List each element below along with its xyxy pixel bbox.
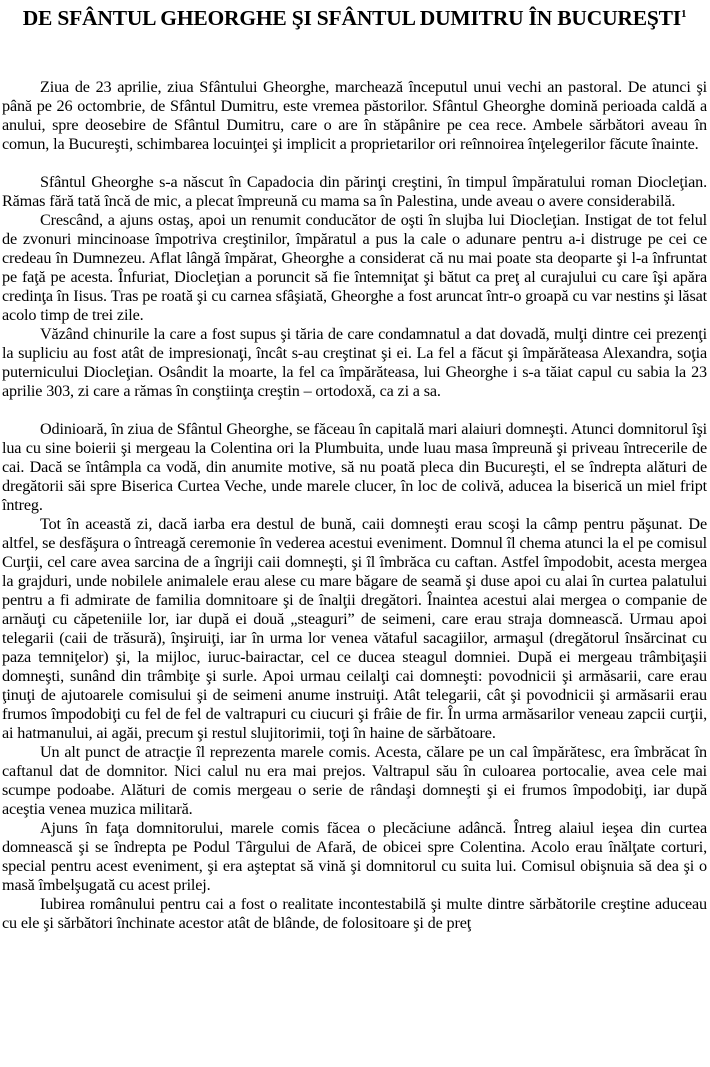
paragraph-saint-birth: Sfântul Gheorghe s-a născut în Capadocia din părinţi creştini, în timpul împăratului roman Diocleţian. Rămas fără tată încă de mic, a plecat împreună cu mama sa în Palestina, unde aveau o avere considerabilă. bbox=[2, 173, 707, 210]
paragraph-princely-processions: Odinioară, în ziua de Sfântul Gheorghe, se făceau în capitală mari alaiuri domneşti. Atunci domnitorul îşi lua cu sine boierii şi mergeau la Colentina ori la Plumbuita, unde luau masa împreună şi priveau întrecerile de cai. Dacă se întâmpla ca vodă, din anumite motive, să nu poată pleca din Bucureşti, el se îndrepta alături de dregătorii săi spre Biserica Curtea Veche, unde marele clucer, în loc de colivă, aducea la biserică un miel fript întreg. bbox=[2, 420, 707, 514]
title-text: DE SFÂNTUL GHEORGHE ŞI SFÂNTUL DUMITRU ÎN BUCUREŞTI bbox=[22, 6, 681, 30]
paragraph-love-of-horses: Iubirea românului pentru cai a fost o realitate incontestabilă şi multe dintre sărbătorile creştine aduceau cu ele şi sărbători închinate acestor atât de blânde, de folositoare şi de preţ bbox=[2, 895, 707, 932]
document-title bbox=[2, 6, 707, 30]
paragraph-pastoral-year: Ziua de 23 aprilie, ziua Sfântului Gheorghe, marchează începutul unui vechi an pastoral. De atunci şi până pe 26 octombrie, de Sfântul Dumitru, este vremea păstorilor. Sfântul Gheorghe domină perioada caldă a anului, spre deosebire de Sfântul Dumitru, care o are în stăpânire pe cea rece. Ambele sărbători aveau în comun, la Bucureşti, schimbarea locuinţei şi implicit a proprietarilor ori reînnoirea înţelegerilor făcute înainte. bbox=[2, 78, 707, 153]
footnote-marker: 1 bbox=[680, 8, 687, 20]
paragraph-martyrdom: Văzând chinurile la care a fost supus şi tăria de care condamnatul a dat dovadă, mulţi dintre cei prezenţi la supliciu au fost atât de impresionaţi, încât s-au creştinat şi ei. La fel a făcut şi împărăteasa Alexandra, soţia puternicului Diocleţian. Osândit la moarte, la fel ca împărăteasa, lui Gheorghe i s-a tăiat capul cu sabia la 23 aprilie 303, zi care a rămas în conştiinţa creştin – ortodoxă, ca zi a sa. bbox=[2, 325, 707, 400]
paragraph-procession-colentina: Ajuns în faţa domnitorului, marele comis făcea o plecăciune adâncă. Întreg alaiul ieşea din curtea domnească şi se îndrepta pe Podul Târgului de Afară, de obicei spre Colentina. Acolo erau înălţate corturi, special pentru acest eveniment, şi era aşteptat să vină şi domnitorul cu suita lui. Comisul obişnuia să dea şi o masă îmbelşugată cu acest prilej. bbox=[2, 819, 707, 894]
document-page bbox=[2, 0, 707, 933]
paragraph-great-comis: Un alt punct de atracţie îl reprezenta marele comis. Acesta, călare pe un cal împărătesc, era îmbrăcat în caftanul dat de domnitor. Nici calul nu era mai prejos. Valtrapul său în culoarea portocalie, avea cele mai scumpe podoabe. Alături de comis mergeau o serie de rândaşi domneşti şi ei frumos împodobiţi, iar după aceştia venea muzica militară. bbox=[2, 743, 707, 818]
paragraph-horse-ceremony: Tot în această zi, dacă iarba era destul de bună, caii domneşti erau scoşi la câmp pentru păşunat. De altfel, se desfăşura o întreagă ceremonie în vederea acestui eveniment. Domnul îl chema atunci la el pe comisul Curţii, cel care avea sarcina de a îngriji caii domneşti, şi îl îmbrăca cu caftan. Astfel împodobit, acesta mergea la grajduri, unde nobilele animalele erau alese cu mare băgare de seamă şi duse apoi cu alai în curtea palatului pentru a fi admirate de familia domnitoare şi de înalţii dregători. Înaintea acestui alai mergea o companie de arnăuţi cu căpeteniile lor, iar după ei două „steaguri” de seimeni, care erau straja domnească. Urmau apoi telegarii (caii de trăsură), înşiruiţi, iar în urma lor venea vătaful sacagiilor, armaşul (dregătorul însărcinat cu paza temniţelor) şi, la mijloc, iuruc-bairactar, cel ce ducea steagul domniei. După ei mergeau trâmbiţaşii domneşti, sunând din trâmbiţe şi surle. Apoi urmau ceilalţi cai domneşti: povodnicii şi armăsarii, care erau ţinuţi de ajutoarele comisului şi de seimeni anume instruiţi. Atât telegarii, cât şi povodnicii şi armăsarii erau frumos împodobiţi cu fel de fel de valtrapuri cu ciucuri şi frâie de fir. În urma armăsarilor veneau zapcii curţii, ai hatmanului, ai agăi, precum şi restul slujitorimii, toţi în haine de sărbătoare. bbox=[2, 515, 707, 742]
paragraph-soldier: Crescând, a ajuns ostaş, apoi un renumit conducător de oşti în slujba lui Diocleţian. Instigat de tot felul de zvonuri mincinoase împotriva creştinilor, împăratul a pus la cale o adunare pentru a-i distruge pe cei ce credeau în Dumnezeu. Aflat lângă împărat, Gheorghe a considerat că nu mai poate sta deoparte şi l-a înfruntat pe faţă pe acesta. Înfuriat, Diocleţian a poruncit să fie întemniţat şi bătut ca preţ al curajului cu care îşi apăra credinţa în Iisus. Tras pe roată şi cu carnea sfâşiată, Gheorghe a fost aruncat într-o groapă cu var nestins şi lăsat acolo timp de trei zile. bbox=[2, 211, 707, 324]
